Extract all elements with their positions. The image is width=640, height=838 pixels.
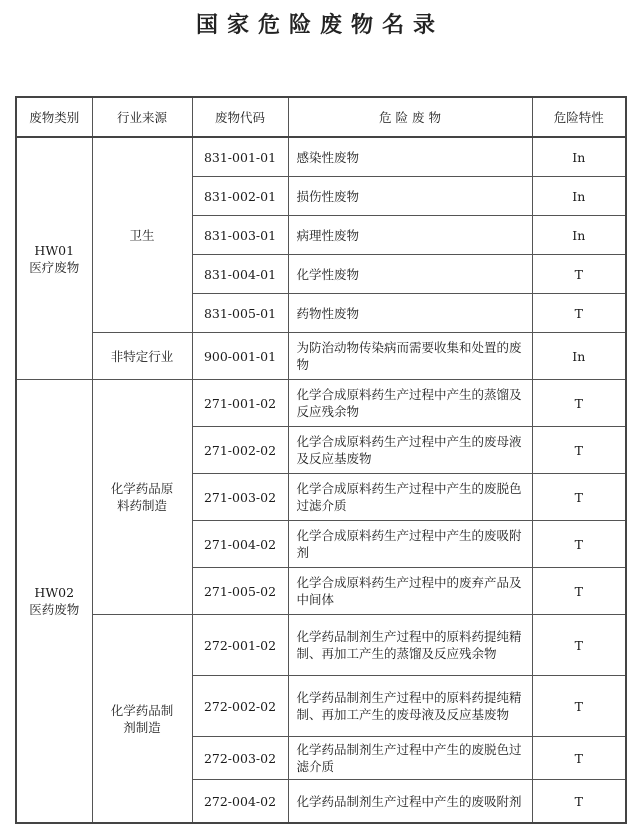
industry-cell <box>92 615 192 824</box>
header-category: 废物类别 <box>16 97 92 137</box>
waste-cell: 病理性废物 <box>288 216 532 255</box>
hazard-cell: In <box>532 137 626 177</box>
hazard-cell: T <box>532 521 626 568</box>
header-waste: 危 险 废 物 <box>288 97 532 137</box>
category-cell-hw02 <box>16 380 92 824</box>
table-row <box>16 380 626 427</box>
waste-cell: 感染性废物 <box>288 137 532 177</box>
code-cell: 272-004-02 <box>192 780 288 824</box>
industry-line-2: 料药制造 <box>116 498 167 513</box>
hazard-cell: T <box>532 780 626 824</box>
waste-cell: 为防治动物传染病而需要收集和处置的废物 <box>288 333 532 380</box>
code-cell: 271-002-02 <box>192 427 288 474</box>
waste-cell: 化学性废物 <box>288 255 532 294</box>
hazard-cell: T <box>532 676 626 737</box>
code-cell: 831-004-01 <box>192 255 288 294</box>
code-cell: 831-003-01 <box>192 216 288 255</box>
code-cell: 271-001-02 <box>192 380 288 427</box>
waste-cell: 化学合成原料药生产过程中产生的废脱色过滤介质 <box>288 474 532 521</box>
hazard-cell: T <box>532 615 626 676</box>
industry-line-1: 化学药品制 <box>110 702 174 718</box>
waste-cell: 化学药品制剂生产过程中产生的废脱色过滤介质 <box>288 737 532 780</box>
code-cell: 271-005-02 <box>192 568 288 615</box>
header-code: 废物代码 <box>192 97 288 137</box>
waste-cell: 化学药品制剂生产过程中产生的废吸附剂 <box>288 780 532 824</box>
waste-cell: 化学合成原料药生产过程中产生的蒸馏及反应残余物 <box>288 380 532 427</box>
waste-cell: 化学药品制剂生产过程中的原料药提纯精制、再加工产生的废母液及反应基废物 <box>288 676 532 737</box>
category-code: HW02 <box>34 585 75 600</box>
table-header-row <box>16 97 626 137</box>
hazard-cell: T <box>532 294 626 333</box>
waste-cell: 化学合成原料药生产过程中产生的废吸附剂 <box>288 521 532 568</box>
category-cell-hw01 <box>16 137 92 380</box>
hazard-cell: T <box>532 427 626 474</box>
table-row <box>16 137 626 177</box>
industry-line-2: 剂制造 <box>123 719 161 735</box>
industry-cell: 非特定行业 <box>92 333 192 380</box>
waste-cell: 损伤性废物 <box>288 177 532 216</box>
code-cell: 831-005-01 <box>192 294 288 333</box>
waste-cell: 药物性废物 <box>288 294 532 333</box>
hazard-cell: In <box>532 216 626 255</box>
industry-cell: 卫生 <box>92 137 192 333</box>
code-cell: 272-003-02 <box>192 737 288 780</box>
table-row <box>16 333 626 380</box>
waste-cell: 化学合成原料药生产过程中产生的废母液及反应基废物 <box>288 427 532 474</box>
waste-cell: 化学药品制剂生产过程中的原料药提纯精制、再加工产生的蒸馏及反应残余物 <box>288 615 532 676</box>
hazard-cell: T <box>532 474 626 521</box>
hazard-cell: T <box>532 380 626 427</box>
hazardous-waste-table <box>15 96 627 824</box>
hazard-cell: T <box>532 737 626 780</box>
page-title: 国家危险废物名录 <box>195 12 444 38</box>
header-industry: 行业来源 <box>92 97 192 137</box>
hazard-cell: In <box>532 177 626 216</box>
waste-cell: 化学合成原料药生产过程中的废弃产品及中间体 <box>288 568 532 615</box>
code-cell: 271-003-02 <box>192 474 288 521</box>
category-name: 医药废物 <box>29 602 80 617</box>
code-cell: 272-002-02 <box>192 676 288 737</box>
code-cell: 900-001-01 <box>192 333 288 380</box>
hazard-cell: In <box>532 333 626 380</box>
industry-cell <box>92 380 192 615</box>
hazard-cell: T <box>532 255 626 294</box>
code-cell: 831-002-01 <box>192 177 288 216</box>
code-cell: 831-001-01 <box>192 137 288 177</box>
code-cell: 271-004-02 <box>192 521 288 568</box>
code-cell: 272-001-02 <box>192 615 288 676</box>
category-name: 医疗废物 <box>29 259 80 275</box>
header-hazard: 危险特性 <box>532 97 626 137</box>
industry-line-1: 化学药品原 <box>110 481 174 496</box>
table-row <box>16 615 626 676</box>
hazard-cell: T <box>532 568 626 615</box>
category-code: HW01 <box>34 242 75 258</box>
